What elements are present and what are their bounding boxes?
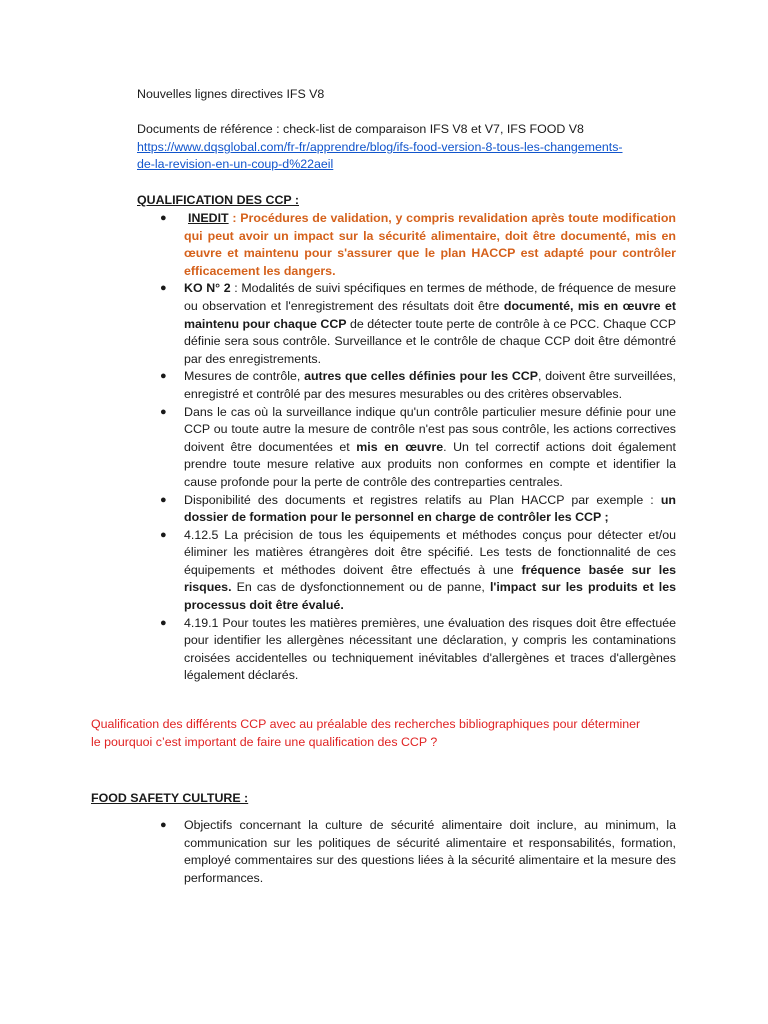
reference-link-line-2[interactable]: [137, 156, 333, 174]
section-heading-ccp: QUALIFICATION DES CCP :: [137, 193, 299, 207]
list-item: ● Disponibilité des documents et registres relatifs au Plan HACCP par exemple : un dossier de formation pour le personnel en charge de contrôler les CCP ;: [160, 492, 676, 525]
ccp-list: [160, 210, 677, 685]
qualification-note-line-2: le pourquoi c’est important de faire une qualification des CCP ?: [91, 735, 438, 749]
bullet-icon: ●: [160, 528, 167, 541]
bullet-icon: ●: [160, 616, 167, 629]
list-item: ● Mesures de contrôle, autres que celles définies pour les CCP, doivent être surveillées, enregistré et contrôlé par des mesures mesurables ou des critères observables.: [160, 369, 676, 401]
reference-documents: Documents de référence : check-list de comparaison IFS V8 et V7, IFS FOOD V8: [137, 122, 584, 136]
document-title: Nouvelles lignes directives IFS V8: [137, 87, 325, 101]
list-item: ● KO N° 2 : Modalités de suivi spécifiques en termes de méthode, de fréquence de mesure ou observation et l'enregistrement des résultats doit être documenté, mis en œuvre et maintenu pour chaque CCP de détecter toute perte de contrôle à ce PCC. Chaque CCP définie sera sous contrôle. Surveillance et le contrôle de chaque CCP doit être démontré par des enregistrements.: [160, 281, 677, 366]
bullet-icon: ●: [160, 212, 167, 224]
reference-link[interactable]: https://www.dqsglobal.com/fr-fr/apprendre/blog/ifs-food-version-8-tous-les-changements-: [137, 140, 623, 154]
reference-link-line-1[interactable]: [137, 139, 623, 157]
bullet-icon: ●: [160, 493, 167, 506]
list-item: ● Dans le cas où la surveillance indique qu'un contrôle particulier mesure définie pour une CCP ou toute autre la mesure de contrôle n'est pas sous contrôle, les actions correctives doivent être documentées et mis en œuvre. Un tel correctif actions doit également prendre toute mesure relative aux produits non conformes en compte et identifier la cause profonde pour la perte de contrôle des contreparties centrales.: [160, 404, 676, 489]
qualification-note-line-1: Qualification des différents CCP avec au préalable des recherches bibliographiques pour déterminer: [91, 717, 641, 731]
section-heading-food-safety-culture: FOOD SAFETY CULTURE :: [91, 791, 249, 805]
list-item: ● Objectifs concernant la culture de sécurité alimentaire doit inclure, au minimum, la communication sur les politiques de sécurité alimentaire et responsabilités, formation, employé commentaires sur des questions liées à la sécurité alimentaire et la mesure des performances.: [160, 818, 676, 885]
bullet-icon: ●: [160, 370, 167, 383]
bullet-icon: ●: [160, 819, 167, 831]
bullet-icon: ●: [160, 282, 167, 295]
food-safety-culture-list: [160, 817, 676, 887]
bullet-icon: ●: [160, 405, 167, 418]
list-item: ● 4.12.5 La précision de tous les équipements et méthodes conçus pour détecter et/ou éliminer les matières étrangères doit être spécifié. Les tests de fonctionnalité de ces équipements et méthodes doivent être effectués à une fréquence basée sur les risques. En cas de dysfonctionnement ou de panne, l'impact sur les produits et les processus doit être évalué.: [160, 527, 677, 613]
list-item: ● INEDIT : Procédures de validation, y compris revalidation après toute modification qui peut avoir un impact sur la sécurité alimentaire, doit être documenté, mis en œuvre et maintenu pour s'assurer que le plan HACCP est adapté pour contrôler efficacement les dangers.: [160, 211, 677, 278]
reference-link-continued[interactable]: de-la-revision-en-un-coup-d%22aeil: [137, 157, 334, 171]
list-item: ● 4.19.1 Pour toutes les matières premières, une évaluation des risques doit être effectuée pour identifier les allergènes nécessitant une déclaration, y compris les contaminations croisées accidentelles ou techniquement inévitables d'allergènes et traces d'allergènes légalement déclarés.: [160, 615, 676, 683]
